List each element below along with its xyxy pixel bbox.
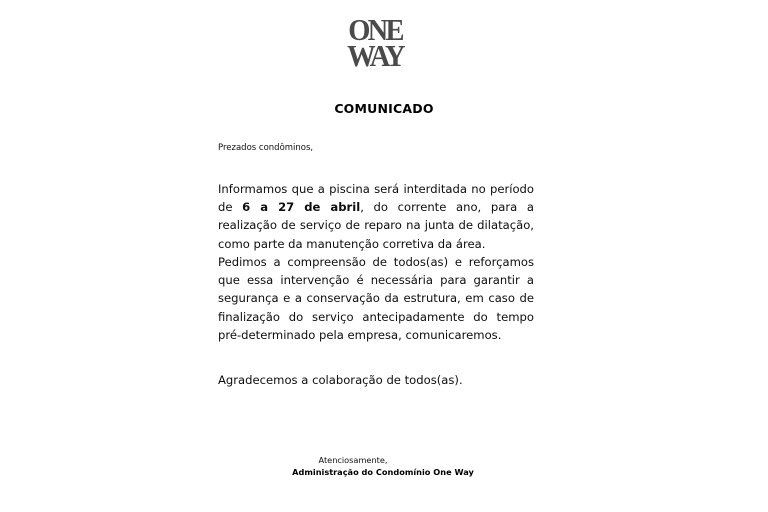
interdiction-dates: 6 a 27 de abril (242, 200, 361, 215)
signature: Administração do Condomínio One Way (292, 467, 474, 477)
paragraph-thanks: Agradecemos a colaboração de todos(as). (218, 373, 463, 387)
paragraph1-text-end: , do corrente ano, para a realização de serviço de reparo na junta de dilatação, como parte da manutenção corretiva da área. (218, 200, 534, 251)
logo-line-way: WAY (347, 38, 403, 73)
one-way-logo (338, 12, 412, 73)
paragraph1-text-start: Informamos que a piscina será interditada no período de (218, 182, 534, 215)
closing-salutation: Atenciosamente, (318, 455, 388, 465)
document-title: COMUNICADO (334, 101, 434, 116)
greeting: Prezados condôminos, (218, 143, 314, 153)
paragraph-interdiction-notice (218, 180, 534, 253)
paragraph-understanding-request: Pedimos a compreensão de todos(as) e reforçamos que essa intervenção é necessária para garantir a segurança e a conservação da estrutura, em caso de finalização do serviço antecipadamente do tempo pré-determinado pela empresa, comunicaremos. (218, 255, 534, 342)
logo-line-one: ONE (348, 12, 402, 47)
